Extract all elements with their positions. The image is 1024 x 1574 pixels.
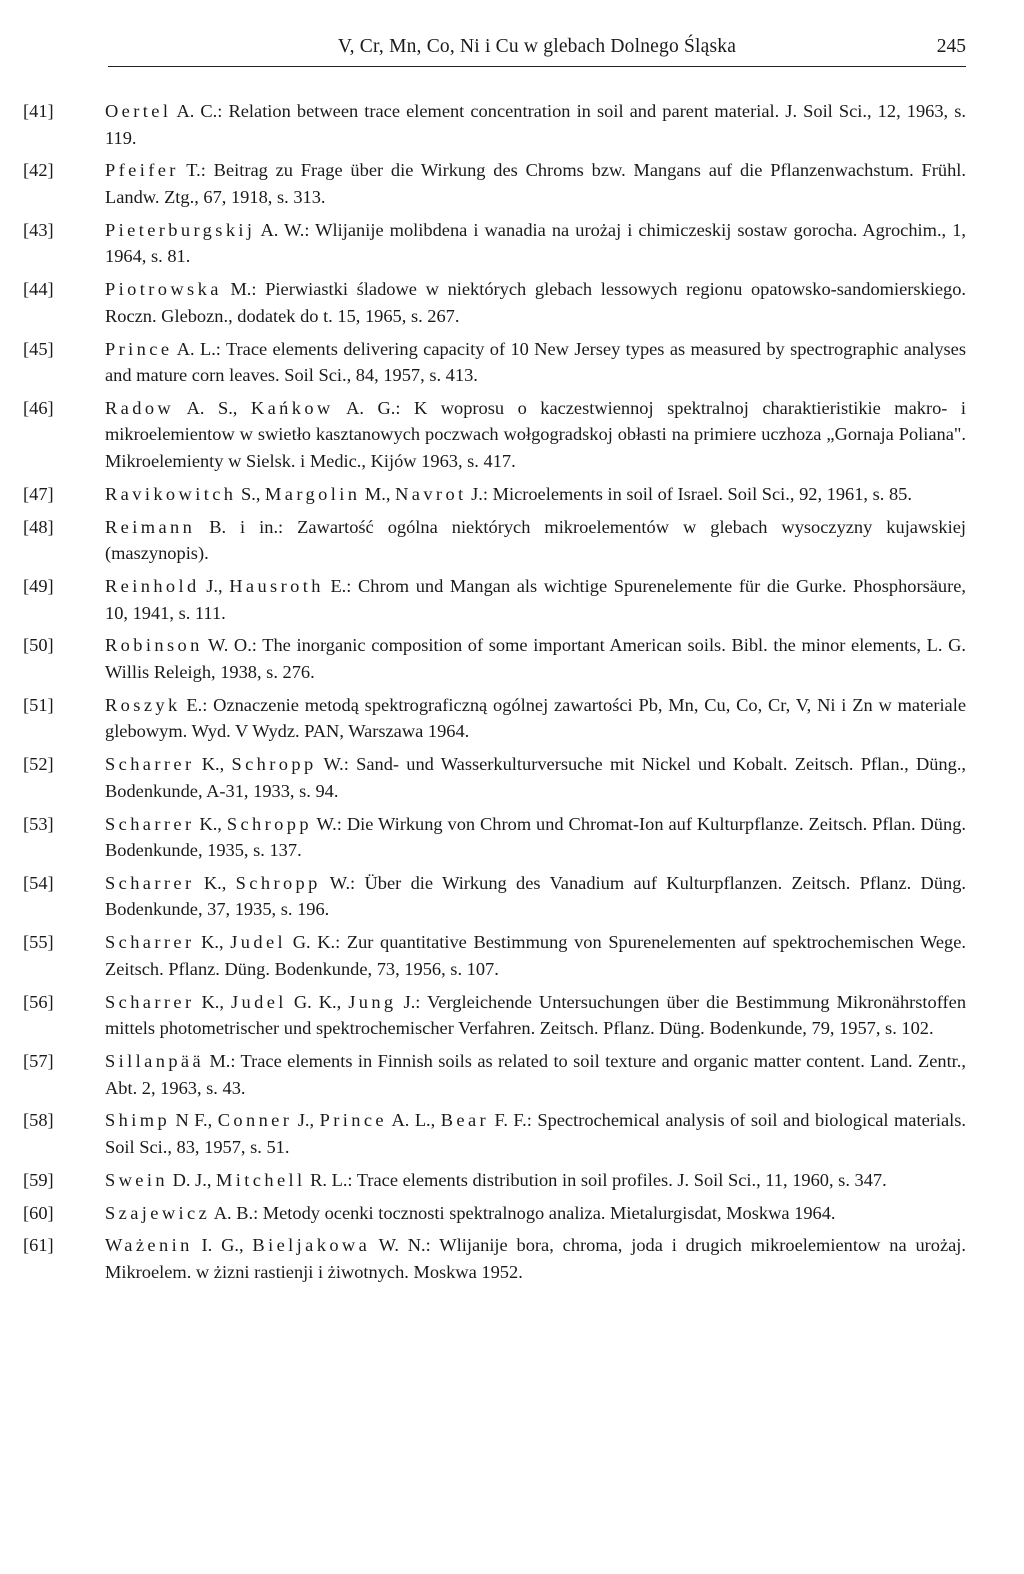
reference-details: A. C.: Relation between trace element concentration in soil and parent material. J. Soil Sci., 12, 1963, s. 119. (105, 101, 966, 148)
reference-text (105, 481, 966, 508)
reference-entry (0, 811, 1024, 864)
reference-text (105, 870, 966, 923)
reference-text (105, 751, 966, 804)
reference-text (105, 632, 966, 685)
reference-details: W.: Sand- und Wasserkulturversuche mit Nickel und Kobalt. Zeitsch. Pflan., Düng., Bodenkunde, A-31, 1933, s. 94. (105, 754, 967, 801)
reference-author: Oertel (105, 101, 172, 121)
reference-entry (0, 336, 1024, 389)
reference-number: [46] (23, 397, 54, 418)
reference-number: [59] (23, 1169, 54, 1190)
reference-entry (0, 573, 1024, 626)
reference-text (105, 1167, 966, 1194)
reference-initials: A. S., (174, 397, 251, 418)
reference-text (105, 1200, 966, 1227)
reference-text (105, 336, 966, 389)
reference-initials: A. L., (387, 1110, 441, 1131)
reference-initials: K., (194, 932, 231, 953)
reference-number: [43] (23, 219, 54, 240)
reference-author: Judel (230, 991, 287, 1012)
reference-entry (0, 1048, 1024, 1101)
reference-author: Margolin (265, 483, 361, 504)
reference-author: Scharrer (105, 754, 195, 775)
reference-list (0, 98, 1024, 1292)
reference-author: Kańkow (250, 397, 334, 418)
reference-entry (0, 632, 1024, 685)
reference-author: Swein (105, 1169, 168, 1190)
reference-author: Pieterburgskij (105, 219, 256, 240)
reference-details: J.: Vergleichende Untersuchungen über die Bestimmung Mikronährstoffen mittels photometrischer und spektrochemischer Verfahren. Zeitsch. Pflanz. Düng. Bodenkunde, 79, 1957, s. 102. (105, 991, 967, 1039)
reference-text (105, 1107, 966, 1160)
reference-text (105, 1048, 966, 1101)
reference-initials: K., (194, 754, 232, 775)
reference-entry (0, 692, 1024, 745)
reference-author: Robinson (105, 635, 203, 656)
reference-details: A. W.: Wlijanije molibdena i wanadia na urożaj i chimiczeskij sostaw gorocha. Agrochim., 1, 1964, s. 81. (105, 219, 966, 267)
reference-author: Ważenin (105, 1235, 193, 1256)
reference-details: W.: Die Wirkung von Chrom und Chromat-Ion auf Kulturpflanze. Zeitsch. Pflan. Düng. Bodenkunde, 1935, s. 137. (105, 813, 966, 861)
reference-number: [47] (23, 483, 54, 504)
reference-entry (0, 217, 1024, 270)
reference-details: M.: Trace elements in Finnish soils as related to soil texture and organic matter content. Land. Zentr., Abt. 2, 1963, s. 43. (105, 1051, 966, 1098)
reference-text (105, 929, 966, 982)
reference-details: R. L.: Trace elements distribution in soil profiles. J. Soil Sci., 11, 1960, s. 347. (305, 1169, 887, 1190)
reference-author: Szajewicz (105, 1202, 211, 1223)
reference-details: A. G.: K woprosu o kaczestwiennoj spektralnoj charaktieristikie makro- i mikroelemientow w swietło kasztanowych poczwach wołgogradskoj obłasti na primiere uczhoza „Gornaja Poliana". Mikroelemienty w Sielsk. i Medic., Kijów 1963, s. 417. (105, 397, 966, 472)
reference-text (105, 573, 966, 626)
reference-entry (0, 1167, 1024, 1194)
reference-number: [57] (23, 1051, 54, 1071)
reference-author: Scharrer (105, 932, 195, 953)
reference-entry (0, 514, 1024, 567)
reference-author: Reinhold (105, 576, 200, 596)
reference-author: Schropp (235, 872, 321, 893)
reference-initials: I. G., (192, 1235, 253, 1256)
reference-initials: K., (194, 872, 236, 893)
reference-entry (0, 751, 1024, 804)
reference-initials: S., (236, 483, 266, 504)
reference-entry (0, 870, 1024, 923)
reference-author: Conner (217, 1110, 293, 1131)
reference-text (105, 98, 966, 151)
reference-entry (0, 395, 1024, 475)
reference-initials: K., (194, 813, 227, 834)
reference-entry (0, 1232, 1024, 1285)
reference-number: [48] (23, 516, 54, 537)
reference-author: Ravikowitch (105, 483, 237, 504)
reference-author: Hausroth (229, 576, 324, 596)
reference-author: Scharrer (105, 813, 195, 834)
reference-author: Shimp (105, 1110, 171, 1131)
reference-number: [44] (23, 279, 54, 300)
reference-details: E.: Chrom und Mangan als wichtige Spurenelemente für die Gurke. Phosphorsäure, 10, 1941, s. 111. (105, 576, 966, 623)
reference-author: Schropp (231, 754, 317, 775)
reference-details: J.: Microelements in soil of Israel. Soil Sci., 92, 1961, s. 85. (466, 483, 912, 504)
reference-entry (0, 98, 1024, 151)
reference-entry (0, 929, 1024, 982)
reference-number: [54] (23, 872, 54, 893)
reference-text (105, 217, 966, 270)
reference-author: Pfeifer (105, 160, 179, 181)
reference-author: Scharrer (105, 991, 195, 1012)
reference-initials: K., (194, 991, 231, 1012)
reference-number: [61] (23, 1235, 54, 1256)
reference-author: Judel (230, 932, 287, 953)
reference-details: T.: Beitrag zu Frage über die Wirkung des Chroms bzw. Mangans auf die Pflanzenwachstum. Frühl. Landw. Ztg., 67, 1918, s. 313. (105, 160, 966, 207)
running-title: V, Cr, Mn, Co, Ni i Cu w glebach Dolnego Śląska (337, 36, 737, 57)
reference-number: [45] (23, 338, 54, 359)
reference-number: [53] (23, 813, 54, 834)
reference-author: Schropp (226, 813, 312, 834)
reference-author: Jung (348, 991, 397, 1012)
reference-initials: J., (292, 1110, 320, 1131)
reference-initials: G. K., (286, 991, 349, 1012)
reference-author: Prince (319, 1110, 387, 1131)
reference-details: A. B.: Metody ocenki tocznosti spektralnogo analiza. Mietalurgisdat, Moskwa 1964. (210, 1202, 836, 1223)
reference-initials: N F., (170, 1110, 218, 1131)
page-number: 245 (936, 36, 966, 57)
reference-author: Radow (105, 397, 175, 418)
reference-author: Bear (440, 1110, 490, 1131)
reference-author: Bieljakowa (252, 1235, 371, 1256)
reference-text (105, 514, 966, 567)
reference-number: [50] (23, 635, 54, 656)
reference-details: W. O.: The inorganic composition of some important American soils. Bibl. the minor elements, L. G. Willis Releigh, 1938, s. 276. (105, 635, 966, 682)
reference-number: [56] (23, 991, 54, 1012)
reference-number: [49] (23, 576, 54, 596)
reference-entry (0, 989, 1024, 1042)
reference-text (105, 395, 966, 475)
reference-text (105, 1232, 966, 1285)
reference-author: Navrot (395, 483, 467, 504)
reference-text (105, 276, 966, 329)
running-header (108, 30, 966, 67)
reference-details: E.: Oznaczenie metodą spektrograficzną ogólnej zawartości Pb, Mn, Cu, Co, Cr, V, Ni i Zn w materiale glebowym. Wyd. V Wydz. PAN, Warszawa 1964. (105, 694, 966, 742)
reference-details: M.: Pierwiastki śladowe w niektórych glebach lessowych regionu opatowsko-sandomierskiego. Roczn. Glebozn., dodatek do t. 15, 1965, s. 267. (105, 279, 966, 326)
reference-author: Reimann (105, 516, 196, 537)
reference-entry (0, 481, 1024, 508)
reference-author: Roszyk (105, 694, 181, 715)
reference-entry (0, 1200, 1024, 1227)
reference-author: Scharrer (105, 872, 195, 893)
reference-entry (0, 1107, 1024, 1160)
reference-initials: J., (199, 576, 230, 596)
reference-details: W.: Über die Wirkung des Vanadium auf Kulturpflanzen. Zeitsch. Pflanz. Düng. Bodenkunde, 37, 1935, s. 196. (105, 872, 967, 920)
reference-author: Sillanpää (105, 1051, 205, 1071)
reference-number: [51] (23, 694, 54, 715)
reference-details: F. F.: Spectrochemical analysis of soil and biological materials. Soil Sci., 83, 1957, s. 51. (105, 1110, 967, 1157)
reference-author: Prince (105, 338, 173, 359)
reference-number: [42] (23, 160, 54, 181)
reference-author: Piotrowska (105, 279, 222, 300)
reference-details: A. L.: Trace elements delivering capacity of 10 New Jersey types as measured by spectrographic analyses and mature corn leaves. Soil Sci., 84, 1957, s. 413. (105, 338, 966, 386)
reference-details: W. N.: Wlijanije bora, chroma, joda i drugich mikroelemientow na urożaj. Mikroelem. w żizni rastienji i żiwotnych. Moskwa 1952. (105, 1235, 966, 1282)
reference-entry (0, 276, 1024, 329)
reference-details: B. i in.: Zawartość ogólna niektórych mikroelementów w glebach wysoczyzny kujawskiej (maszynopis). (105, 516, 966, 564)
reference-number: [58] (23, 1110, 54, 1131)
reference-number: [41] (23, 101, 54, 121)
reference-number: [52] (23, 754, 54, 775)
reference-number: [55] (23, 932, 54, 953)
reference-number: [60] (23, 1202, 54, 1223)
reference-initials: D. J., (167, 1169, 217, 1190)
reference-initials: M., (360, 483, 396, 504)
reference-text (105, 157, 966, 210)
reference-details: G. K.: Zur quantitative Bestimmung von Spurenelementen auf spektrochemischen Wege. Zeitsch. Pflanz. Düng. Bodenkunde, 73, 1956, s. 107. (105, 932, 966, 979)
reference-entry (0, 157, 1024, 210)
reference-author: Mitchell (216, 1169, 306, 1190)
reference-text (105, 692, 966, 745)
reference-text (105, 989, 966, 1042)
reference-text (105, 811, 966, 864)
